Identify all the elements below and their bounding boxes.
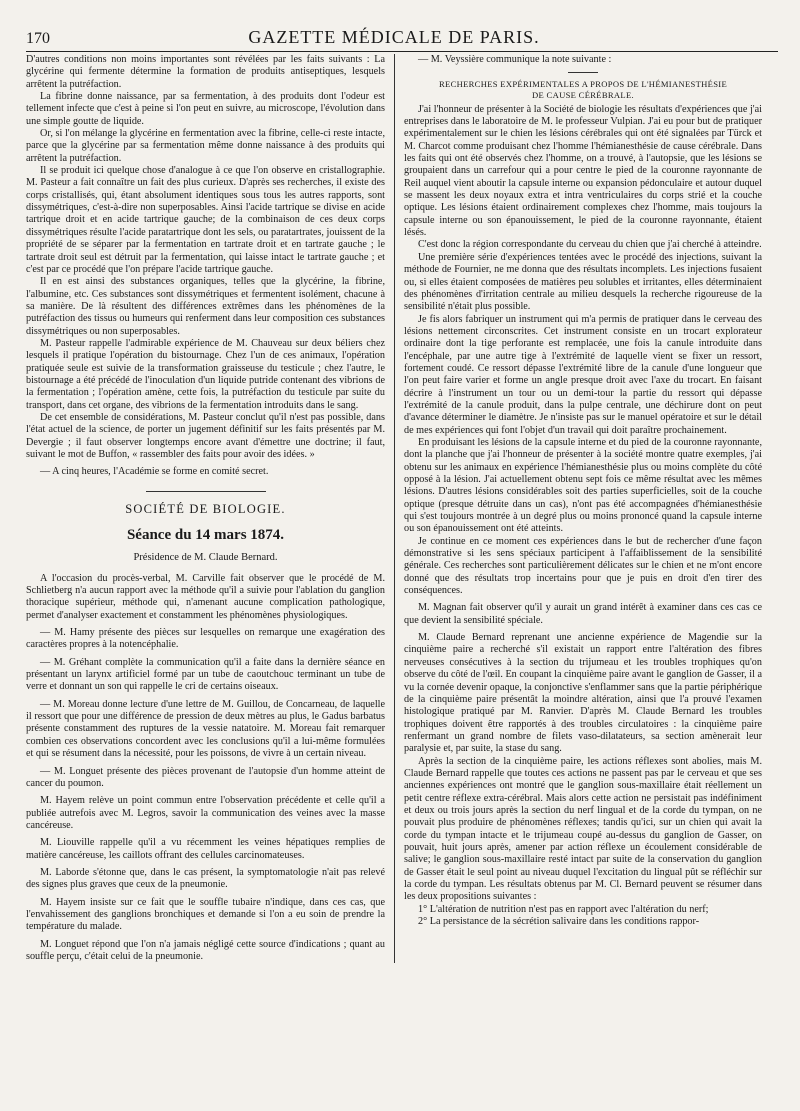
paragraph: M. Magnan fait observer qu'il y aurait un grand intérêt à examiner dans ces cas ce que devient la sensibilité spéciale. bbox=[404, 602, 762, 626]
two-column-body bbox=[26, 54, 778, 963]
paragraph: M. Laborde s'étonne que, dans le cas présent, la symptomatologie n'ait pas relevé des signes plus graves que ceux de la pneumonie. bbox=[26, 866, 385, 891]
page-number: 170 bbox=[26, 30, 50, 47]
paragraph: Or, si l'on mélange la glycérine en fermentation avec la fibrine, celle-ci reste intacte, parce que la glycérine par sa fermentation même donne naissance à des produits qui arrêtent la putréfaction. bbox=[26, 128, 385, 164]
paragraph: 1° L'altération de nutrition n'est pas en rapport avec l'altération du nerf; bbox=[418, 903, 709, 915]
paragraph: J'ai l'honneur de présenter à la Société de biologie les résultats d'expériences que j'ai entreprises dans le laboratoire de M. le professeur Vulpian. J'ai eu pour but de pratiquer expérimentalement sur le chien les lésions cérébrales qui ont été signalées par Türck et M. Charcot comme produisant chez l'homme l'hémianesthésie de cause cérébrale. Dans les faits qui ont été observés chez l'homme, on a trouvé, à l'autopsie, que les lésions se groupaient dans un carrefour qui a pour centre le pied de la couronne rayonnante de Reil auquel vient aboutir la capsule interne ou expansion pédonculaire et autour duquel se massent les deux noyaux extra et intra ventriculaires du corps strié et la couche optique. Les lésions étaient ordinairement complexes chez l'homme, mais toujours la capsule interne ou son épanouissement, le pied de la couronne rayonnante, étaient lésés. bbox=[404, 103, 762, 239]
section-divider bbox=[146, 491, 266, 492]
paragraph: — M. Hamy présente des pièces sur lesquelles on remarque une exagération des caractères propres à la notencéphalie. bbox=[26, 627, 385, 651]
paragraph: Je fis alors fabriquer un instrument qui m'a permis de pratiquer dans le cerveau des lésions nettement circonscrites. Cet instrument consiste en un trocart explorateur ordinaire dont la tige perforante est remplacée, une fois la canule introduite dans l'encéphale, par une autre tige à l'extrémité de laquelle vient se fixer un ressort, fortement coudé. Ce ressort dépasse l'extrémité libre de la canule d'une longueur que l'on peut faire varier et forme un angle presque droit avec l'axe du trocart. En faisant décrire à l'instrument un tour ou un demi-tour la partie du ressort qui dépasse l'extrémité de la canule produit, dans la pulpe centrale, une déchirure dont on peut d'avance déterminer le diamètre. Je n'insiste pas sur le manuel opératoire et sur le détail de mes expériences qui font l'objet d'un travail qui doit paraître prochainement. bbox=[404, 313, 762, 436]
paragraph: Je continue en ce moment ces expériences dans le but de rechercher d'une façon démonstrative si les sens spéciaux participent à l'affaiblissement de la sensibilité générale. Ces recherches sont particulièrement délicates sur le chien et ne m'ont encore donné que des résultats trop incertains pour que je puis en droit d'en tirer des conséquences. bbox=[404, 535, 762, 597]
paragraph: M. Pasteur rappelle l'admirable expérience de M. Chauveau sur deux béliers chez lesquels il pratique l'opération du bistournage. Chez l'un de ces animaux, l'opération pratiquée seule est suivie de la transformation graisseuse du testicule ; chez l'autre, le bistournage a été précédé de l'inoculation d'un liquide putride contenant des vibrions de la fermentation ; l'opération amène, cette fois, la putréfaction du testicule par suite du transport, dans cet organe, des vibrions de la fermentation introduits dans le sang. bbox=[26, 337, 385, 411]
note-title bbox=[404, 79, 762, 100]
paragraph: A l'occasion du procès-verbal, M. Carville fait observer que le procédé de M. Schlietberg n'a aucun rapport avec la méthode qu'il a suivie pour l'ablation du ganglion thoracique supérieur, méthode qui, n'amenant aucune complication pathologique, permet d'analyser exactement et constamment les phénomènes physiologiques. bbox=[26, 572, 385, 621]
paragraph: M. Liouville rappelle qu'il a vu récemment les veines hépatiques remplies de matière cancéreuse, les caillots offrant des cellules carcinomateuses. bbox=[26, 837, 385, 861]
paragraph: De cet ensemble de considérations, M. Pasteur conclut qu'il n'est pas possible, dans l'état actuel de la science, de porter un jugement définitif sur les faits présentés par M. Devergie ; il faut observer longtemps encore avant d'émettre une doctrine; il faut, suivant le mot de Buffon, « rassembler des faits pour avoir des idées. » bbox=[26, 411, 385, 460]
paragraph: Après la section de la cinquième paire, les actions réflexes sont abolies, mais M. Claude Bernard rappelle que toutes ces actions ne passent pas par le cerveau et que ses anciennes expériences ont montré que le ganglion sous-maxillaire était réellement un petit centre réflexe extra-cérébral. Mais alors cette action ne persistait pas indéfiniment et deux ou trois jours après la section du nerf lingual et de la corde du tympan, on ne pouvait plus produire de phénomènes réflexes; tandis qu'ici, sur un chien qui avait la corde du tympan intacte et le trijumeau coupé au-dessus du ganglion de Gasser, on pouvait, huit jours après, amener par action réflexe un écoulement considérable de salive; le ganglion sous-maxillaire resté intact par suite de la conservation du ganglion de Gasser était le seul point au niveau duquel l'excitation du lingual pût se réfléchir sur la corde du tympan. Les résultats obtenus par M. Cl. Bernard peuvent se résumer dans les deux propositions suivantes : bbox=[404, 755, 762, 903]
journal-title: GAZETTE MÉDICALE DE PARIS. bbox=[248, 27, 540, 47]
paragraph: 2° La persistance de la sécrétion salivaire dans les conditions rappor- bbox=[418, 916, 700, 928]
paragraph: Une première série d'expériences tentées avec le procédé des injections, suivant la méthode de Fournier, ne me donna que des résultats incomplets. Les injections fusaient ou, si elles étaient composées de matières peu solubles et irritantes, elles déterminaient des phénomènes d'irritation centrale au milieu desquels la recherche rigoureuse de la sensibilité n'était plus possible. bbox=[404, 251, 762, 313]
paragraph: — A cinq heures, l'Académie se forme en comité secret. bbox=[40, 466, 269, 478]
note-intro: — M. Veyssière communique la note suivante : bbox=[418, 54, 612, 65]
paragraph: M. Hayem insiste sur ce fait que le souffle tubaire n'indique, dans ces cas, que l'envahissement des ganglions bronchiques et demande si l'on a eu soin de prendre la température du malade. bbox=[26, 896, 385, 933]
paragraph: — M. Longuet présente des pièces provenant de l'autopsie d'un homme atteint de cancer du poumon. bbox=[26, 765, 385, 789]
title-rule bbox=[568, 72, 598, 73]
paragraph: M. Hayem relève un point commun entre l'observation précédente et celle qu'il a publiée autrefois avec M. Legros, savoir la communication des veines avec la masse cancéreuse. bbox=[26, 795, 385, 831]
paragraph: M. Longuet répond que l'on n'a jamais négligé cette source d'indications ; quant au souffle perçu, c'était celui de la pneumonie. bbox=[26, 938, 385, 962]
right-column bbox=[394, 54, 762, 963]
paragraph: La fibrine donne naissance, par sa fermentation, à des produits dont l'odeur est tellement infecte que c'est à peine si l'on peut en suivre, au microscope, l'évolution dans une simple goutte de liquide. bbox=[26, 91, 385, 127]
section-title: SOCIÉTÉ DE BIOLOGIE. bbox=[125, 501, 286, 516]
page-header bbox=[26, 14, 778, 52]
note-title-line: DE CAUSE CÉRÉBRALE. bbox=[532, 89, 634, 100]
paragraph: — M. Gréhant complète la communication qu'il a faite dans la dernière séance en présentant un larynx artificiel formé par un tube de caoutchouc terminant un tube de verre et donnant un son qui rappelle le cri de certains oiseaux. bbox=[26, 656, 385, 693]
paragraph: D'autres conditions non moins importantes sont révélées par les faits suivants : La glycérine qui fermente détermine la formation de produits antiseptiques, lesquels arrêtent la putréfaction. bbox=[26, 54, 385, 90]
note-title-line: RECHERCHES EXPÉRIMENTALES A PROPOS DE L'HÉMIANESTHÉSIE bbox=[438, 79, 728, 90]
paragraph: M. Claude Bernard reprenant une ancienne expérience de Magendie sur la cinquième paire a recherché s'il existait un rapport entre l'altération des fibres nerveuses consécutives à la section du trijumeau et les troubles trophiques qu'on observe du côté de l'œil. En coupant la cinquième paire avant le ganglion de Gasser, il a vu la cornée devenir opaque, la conjonctive s'enflammer sans que la partie périphérique de la cinquième paire présentât la moindre altération, ainsi que l'a prouvé l'examen histologique pratiqué par M. Ranvier. D'après M. Claude Bernard les troubles trophiques doivent être rapportés à des troubles circulatoires : la cinquième paire renfermant un grand nombre de filets vaso-dilatateurs, sa section amènerait leur paralysie et, par suite, la stase du sang. bbox=[404, 632, 762, 755]
session-title: Séance du 14 mars 1874. bbox=[126, 526, 285, 543]
paragraph: En produisant les lésions de la capsule interne et du pied de la couronne rayonnante, dont la planche que j'ai l'honneur de présenter à la société montre quatre exemples, j'ai obtenu sur les animaux en expérience l'hémianesthésie plus ou moins complète du côté opposé à la lésion. J'ai actuellement obtenu sept fois ce même résultat avec les mêmes lésions. D'autres lésions considérables soit des parties superficielles, soit de la couche optique (presque détruite dans un cas), n'ont pas été accompagnées d'hémianesthésie qui s'est toujours montrée à un degré plus ou moins prononcé quand la capsule interne ou son épanouissement ont été atteints. bbox=[404, 436, 762, 535]
paragraph: — M. Moreau donne lecture d'une lettre de M. Guillou, de Concarneau, de laquelle il ressort que pour une différence de pression de deux mètres au plus, le Gadus barbatus présente constamment des ruptures de la vessie natatoire. M. Moreau fait remarquer combien ces observations concordent avec les conclusions qu'il a lui-même formulées et qui se résument dans la nécessité, pour les poissons, de vivre à un certain niveau. bbox=[26, 698, 385, 760]
paragraph: C'est donc la région correspondante du cerveau du chien que j'ai cherché à atteindre. bbox=[418, 239, 762, 251]
left-column bbox=[26, 54, 394, 963]
paragraph: Il se produit ici quelque chose d'analogue à ce que l'on observe en cristallographie. M. Pasteur a fait connaître un fait des plus curieux. D'après ses recherches, il existe des corps cristallisés, qui, étant absolument identiques sous tous les autres rapports, sont dissymétriques, c'est-à-dire non superposables. Ainsi l'acide tartrique se divise en acide tartrique droit et en acide tartrique gauche; de la combinaison de ces deux corps dissymétriques résulte l'acide paratartrique dont les sels, ou paratartrates, jouissent de la propriété de se séparer par la fermentation en tartrate droit et en tartrate gauche ; le tartrate droit seul est détruit par la fermentation, qui laisse intact le tartrate gauche ; et c'est par ce procédé que l'on prépare l'acide tartrique gauche. bbox=[26, 165, 385, 275]
paragraph: Il en est ainsi des substances organiques, telles que la glycérine, la fibrine, l'albumine, etc. Ces substances sont dissymétriques et fermentent isolément, chacune à sa manière. De là résultent des différences extrêmes dans les phénomènes de la putréfaction des tissus ou humeurs qui renferment dans leur composition ces substances dissymétriques ou non superposables. bbox=[26, 276, 385, 337]
presidence-line: Présidence de M. Claude Bernard. bbox=[133, 551, 278, 563]
